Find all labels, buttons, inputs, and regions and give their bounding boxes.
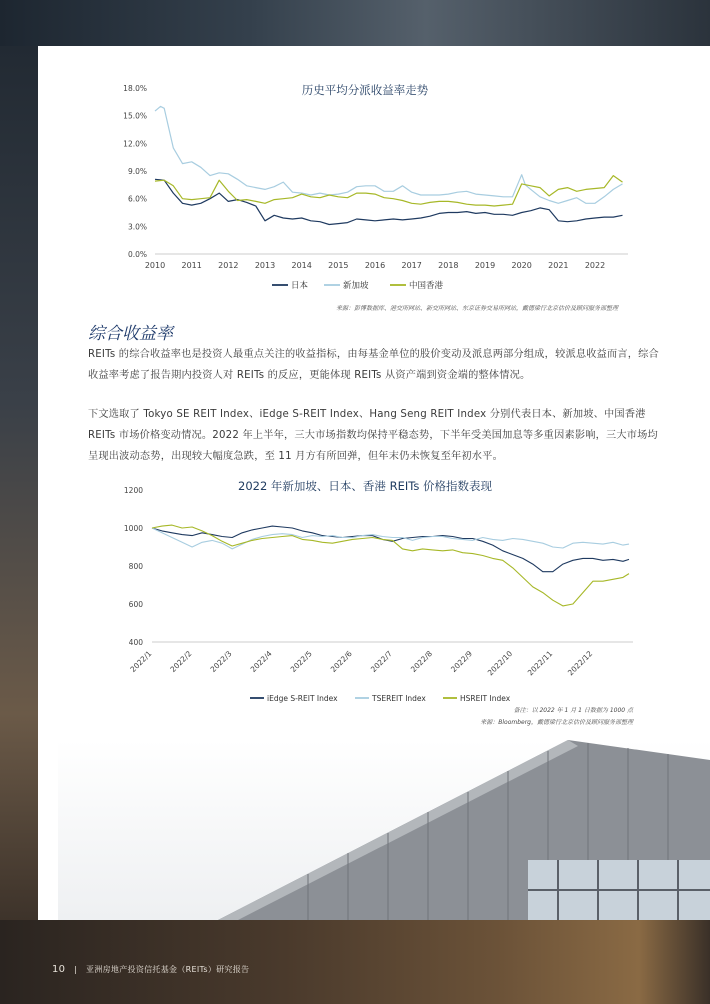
x-tick-label: 2022/1 [128, 649, 154, 675]
y-tick-label: 9.0% [127, 167, 147, 176]
chart1-source: 来源：彭博数据库、港交所网站、新交所网站、东京证券交易所网站，戴德梁行北京估价及顾问服务部整理 [335, 305, 618, 312]
x-tick-label: 2022/4 [248, 649, 274, 675]
x-tick-label: 2012 [218, 261, 239, 270]
x-tick-label: 2013 [254, 261, 276, 270]
legend-label: iEdge S-REIT Index [267, 694, 338, 703]
building-photo [58, 740, 710, 920]
x-tick-label: 2022/7 [368, 649, 394, 675]
y-tick-label: 3.0% [127, 222, 147, 232]
legend-label: TSEREIT Index [372, 694, 426, 703]
x-tick-label: 2022/10 [485, 649, 515, 678]
x-tick-label: 2022/2 [168, 649, 194, 675]
y-tick-label: 15.0% [123, 111, 147, 121]
y-tick-label: 6.0% [127, 194, 147, 204]
x-tick-label: 2022/12 [565, 649, 595, 678]
section-heading: 综合收益率 [88, 324, 173, 344]
legend-label: 新加坡 [343, 281, 369, 291]
y-tick-label: 18.0% [123, 84, 147, 93]
paragraph-2: 下文选取了 Tokyo SE REIT Index、iEdge S-REIT Index、Hang Seng REIT Index 分别代表日本、新加坡、中国香港 REITs 市场价格变动情况。2022 年上半年，三大市场指数均保持平稳态势，下半年受美国加息等多重因素影响，三大市场均呈现出波动态势，出现较大幅度急跌，至 11 月方有所回弹，但年末仍未恢复至年初水平。 [88, 409, 658, 462]
x-tick-label: 2022/5 [288, 649, 314, 675]
x-tick-label: 2022/6 [328, 649, 354, 675]
chart2-source: 来源：Bloomberg，戴德梁行北京估价及顾问服务部整理 [480, 719, 633, 726]
y-tick-label: 1200 [123, 486, 143, 495]
chart1-title: 历史平均分派收益率走势 [301, 83, 429, 97]
x-tick-label: 2020 [511, 261, 532, 270]
legend-label: 日本 [291, 281, 309, 291]
x-tick-label: 2014 [291, 261, 312, 270]
page-number: 10 [52, 964, 66, 975]
x-tick-label: 2017 [401, 261, 422, 270]
x-tick-label: 2022/9 [449, 649, 475, 675]
chart2-note: 备注：以 2022 年 1 月 1 日数据为 1000 点 [513, 707, 633, 714]
footer-separator: | [74, 965, 78, 974]
x-tick-label: 2010 [144, 261, 166, 270]
series-line [152, 528, 629, 549]
x-tick-label: 2016 [364, 261, 386, 270]
report-title: 亚洲房地产投资信托基金（REITs）研究报告 [86, 965, 250, 974]
footer [52, 964, 249, 975]
x-tick-label: 2022/3 [208, 649, 234, 675]
y-tick-label: 800 [128, 562, 143, 571]
paragraph-1: REITs 的综合收益率也是投资人最重点关注的收益指标，由每基金单位的股价变动及派息两部分组成，较派息收益而言，综合收益率考虑了报告期内投资人对 REITs 的反应，更能体现 REITs 从资产端到资金端的整体情况。 [88, 349, 659, 381]
y-tick-label: 1000 [123, 524, 143, 533]
x-tick-label: 2021 [548, 261, 569, 270]
legend-label: 中国香港 [409, 281, 444, 291]
x-tick-label: 2022/8 [408, 649, 434, 675]
x-tick-label: 2011 [181, 261, 202, 270]
chart2-title: 2022 年新加坡、日本、香港 REITs 价格指数表现 [238, 479, 492, 493]
x-tick-label: 2015 [328, 261, 349, 270]
x-tick-label: 2022 [584, 261, 606, 270]
series-line [152, 526, 629, 572]
x-tick-label: 2018 [438, 261, 459, 270]
y-tick-label: 0.0% [127, 250, 147, 259]
legend-label: HSREIT Index [460, 694, 511, 703]
y-tick-label: 400 [128, 638, 143, 647]
y-tick-label: 600 [128, 600, 143, 609]
x-tick-label: 2022/11 [525, 649, 555, 678]
background-photo-bottom [0, 920, 710, 1004]
x-tick-label: 2019 [474, 261, 496, 270]
y-tick-label: 12.0% [123, 139, 147, 149]
